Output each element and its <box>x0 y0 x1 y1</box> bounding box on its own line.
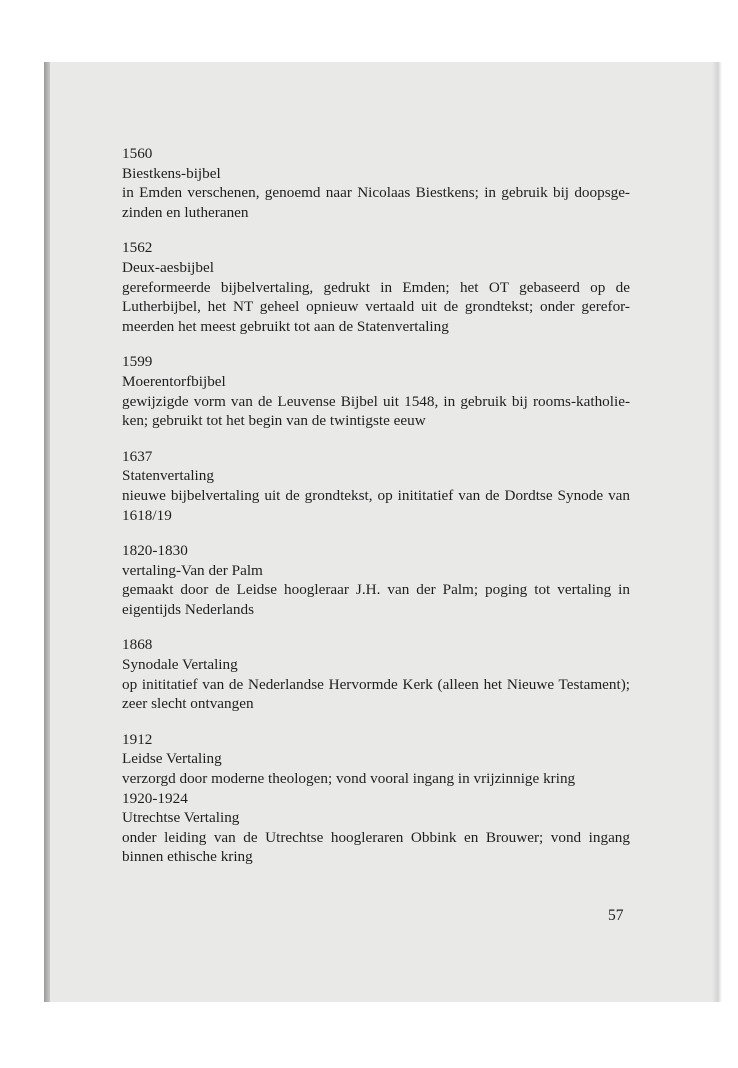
entry-year: 1912 <box>122 730 153 748</box>
entry-description: verzorgd door moderne theologen; vond vooral ingang in vrijzinnige kring <box>122 770 576 788</box>
entry-title: Statenvertaling <box>122 467 214 485</box>
entry-description: gemaakt door de Leidse hoogleraar J.H. van der Palm; poging tot vertaling in eigentijds Nederlands <box>122 581 630 618</box>
entry-description: gewijzigde vorm van de Leuvense Bijbel uit 1548, in gebruik bij rooms-katholie-ken; gebruikt tot het begin van de twintigste eeuw <box>122 392 630 430</box>
timeline-list <box>122 144 630 867</box>
entry-title: Synodale Vertaling <box>122 656 238 674</box>
entry-title: Utrechtse Vertaling <box>122 809 240 827</box>
timeline-entry-1599 <box>122 352 630 430</box>
entry-title: vertaling-Van der Palm <box>122 561 263 579</box>
entry-description: onder leiding van de Utrechtse hoogleraren Obbink en Brouwer; vond ingang binnen ethische kring <box>122 828 630 866</box>
page-gutter-shadow <box>44 62 50 1002</box>
entry-year: 1637 <box>122 447 153 465</box>
page-edge <box>712 62 722 1002</box>
entry-description: nieuwe bijbelvertaling uit de grondtekst, op inititatief van de Dordtse Synode van 1618/19 <box>122 486 630 524</box>
entry-description: in Emden verschenen, genoemd naar Nicolaas Biestkens; in gebruik bij doopsge-zinden en lutheranen <box>122 184 630 221</box>
entry-year: 1868 <box>122 636 153 654</box>
timeline-entry-1920-1924 <box>122 789 630 867</box>
entry-title: Biestkens-bijbel <box>122 164 221 182</box>
timeline-entry-1820-1830 <box>122 541 630 619</box>
entry-title: Moerentorfbijbel <box>122 372 226 390</box>
entry-description: gereformeerde bijbelvertaling, gedrukt in Emden; het OT gebaseerd op de Lutherbijbel, het NT geheel opnieuw vertaald uit de grondtekst; onder gerefor-meerden het meest gebruikt tot aan de Statenvertaling <box>122 278 630 335</box>
timeline-entry-1912 <box>122 730 630 789</box>
timeline-entry-1562 <box>122 238 630 336</box>
entry-title: Leidse Vertaling <box>122 750 222 768</box>
page-number: 57 <box>608 907 624 924</box>
entry-year: 1599 <box>122 353 153 371</box>
timeline-entry-1637 <box>122 447 630 525</box>
timeline-entry-1868 <box>122 635 630 713</box>
entry-year: 1560 <box>122 145 153 162</box>
entry-description: op inititatief van de Nederlandse Hervormde Kerk (alleen het Nieuwe Testament); zeer slecht ontvangen <box>122 675 630 713</box>
entry-year: 1920-1924 <box>122 789 188 807</box>
entry-title: Deux-aesbijbel <box>122 258 214 276</box>
timeline-entry-1560 <box>122 144 630 222</box>
entry-year: 1562 <box>122 239 153 257</box>
entry-year: 1820-1830 <box>122 542 188 560</box>
